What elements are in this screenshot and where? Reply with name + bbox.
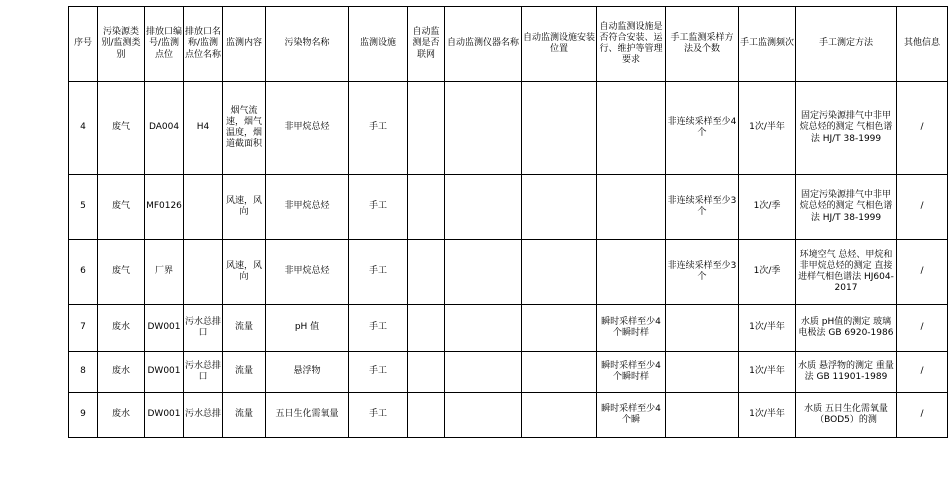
- table-body: [69, 82, 948, 438]
- cell-device: 手工: [349, 393, 408, 438]
- header-position: 自动监测设施安装位置: [522, 7, 597, 82]
- cell-pollutant: 非甲烷总烃: [266, 82, 349, 175]
- cell-content: 流量: [223, 352, 266, 393]
- cell-requirement: [597, 175, 666, 240]
- cell-sampling: [666, 305, 739, 352]
- table-row: [69, 305, 948, 352]
- cell-frequency: 1次/半年: [739, 352, 796, 393]
- cell-sampling: [666, 393, 739, 438]
- cell-network: [408, 305, 445, 352]
- cell-seq: 4: [69, 82, 98, 175]
- cell-outlet-name: 污水总排口: [184, 305, 223, 352]
- header-content: 监测内容: [223, 7, 266, 82]
- cell-measure: 水质 pH值的测定 玻璃电极法 GB 6920-1986: [796, 305, 897, 352]
- cell-pollutant: pH 值: [266, 305, 349, 352]
- cell-pollutant: 非甲烷总烃: [266, 175, 349, 240]
- cell-content: 烟气流速，烟气温度，烟道截面积: [223, 82, 266, 175]
- header-sampling: 手工监测采样方法及个数: [666, 7, 739, 82]
- cell-position: [522, 82, 597, 175]
- cell-outlet-name: H4: [184, 82, 223, 175]
- cell-instrument: [445, 393, 522, 438]
- cell-outlet-code: DW001: [145, 393, 184, 438]
- cell-instrument: [445, 352, 522, 393]
- cell-requirement: [597, 240, 666, 305]
- table-row: [69, 352, 948, 393]
- header-seq: 序号: [69, 7, 98, 82]
- cell-content: 流量: [223, 305, 266, 352]
- cell-measure: 固定污染源排气中非甲烷总烃的测定 气相色谱法 HJ/T 38-1999: [796, 175, 897, 240]
- cell-requirement: 瞬时采样至少4个瞬时样: [597, 352, 666, 393]
- cell-source-type: 废气: [98, 175, 145, 240]
- cell-device: 手工: [349, 82, 408, 175]
- header-frequency: 手工监测频次: [739, 7, 796, 82]
- cell-other: /: [897, 305, 948, 352]
- cell-frequency: 1次/季: [739, 240, 796, 305]
- table-row: [69, 393, 948, 438]
- cell-source-type: 废水: [98, 393, 145, 438]
- cell-outlet-name: [184, 175, 223, 240]
- cell-sampling: 非连续采样至少3个: [666, 240, 739, 305]
- cell-position: [522, 352, 597, 393]
- cell-measure: 水质 悬浮物的测定 重量法 GB 11901-1989: [796, 352, 897, 393]
- cell-instrument: [445, 82, 522, 175]
- header-pollutant: 污染物名称: [266, 7, 349, 82]
- cell-instrument: [445, 305, 522, 352]
- cell-position: [522, 305, 597, 352]
- table-header-row: [69, 7, 948, 82]
- table-header: [69, 7, 948, 82]
- cell-other: /: [897, 393, 948, 438]
- table-row: [69, 240, 948, 305]
- cell-measure: 水质 五日生化需氧量（BOD5）的测: [796, 393, 897, 438]
- cell-content: 风速，风向: [223, 240, 266, 305]
- cell-position: [522, 175, 597, 240]
- cell-sampling: 非连续采样至少4个: [666, 82, 739, 175]
- cell-instrument: [445, 240, 522, 305]
- cell-frequency: 1次/半年: [739, 305, 796, 352]
- header-device: 监测设施: [349, 7, 408, 82]
- cell-device: 手工: [349, 240, 408, 305]
- cell-network: [408, 82, 445, 175]
- cell-measure: 固定污染源排气中非甲烷总烃的测定 气相色谱法 HJ/T 38-1999: [796, 82, 897, 175]
- header-other: 其他信息: [897, 7, 948, 82]
- monitoring-plan-table: [68, 6, 948, 438]
- cell-instrument: [445, 175, 522, 240]
- cell-content: 流量: [223, 393, 266, 438]
- cell-pollutant: 非甲烷总烃: [266, 240, 349, 305]
- cell-seq: 8: [69, 352, 98, 393]
- cell-outlet-name: 污水总排口: [184, 352, 223, 393]
- cell-sampling: 非连续采样至少3个: [666, 175, 739, 240]
- cell-source-type: 废水: [98, 305, 145, 352]
- cell-device: 手工: [349, 175, 408, 240]
- cell-sampling: [666, 352, 739, 393]
- cell-outlet-name: [184, 240, 223, 305]
- cell-seq: 9: [69, 393, 98, 438]
- cell-seq: 6: [69, 240, 98, 305]
- cell-device: 手工: [349, 352, 408, 393]
- cell-outlet-code: DA004: [145, 82, 184, 175]
- cell-content: 风速，风向: [223, 175, 266, 240]
- cell-other: /: [897, 352, 948, 393]
- cell-frequency: 1次/半年: [739, 393, 796, 438]
- cell-network: [408, 352, 445, 393]
- cell-network: [408, 175, 445, 240]
- cell-position: [522, 240, 597, 305]
- cell-pollutant: 悬浮物: [266, 352, 349, 393]
- cell-other: /: [897, 240, 948, 305]
- cell-source-type: 废水: [98, 352, 145, 393]
- cell-measure: 环境空气 总烃、甲烷和非甲烷总烃的测定 直接进样气相色谱法 HJ604-2017: [796, 240, 897, 305]
- cell-outlet-code: DW001: [145, 352, 184, 393]
- cell-network: [408, 393, 445, 438]
- cell-outlet-code: 厂界: [145, 240, 184, 305]
- cell-source-type: 废气: [98, 240, 145, 305]
- table-row: [69, 82, 948, 175]
- cell-source-type: 废气: [98, 82, 145, 175]
- cell-device: 手工: [349, 305, 408, 352]
- cell-requirement: 瞬时采样至少4个瞬时样: [597, 305, 666, 352]
- cell-outlet-code: MF0126: [145, 175, 184, 240]
- header-measure: 手工测定方法: [796, 7, 897, 82]
- header-network: 自动监测是否联网: [408, 7, 445, 82]
- table-row: [69, 175, 948, 240]
- cell-other: /: [897, 82, 948, 175]
- header-outlet-name: 排放口名称/监测点位名称: [184, 7, 223, 82]
- header-source-type: 污染源类别/监测类别: [98, 7, 145, 82]
- cell-frequency: 1次/半年: [739, 82, 796, 175]
- cell-frequency: 1次/季: [739, 175, 796, 240]
- cell-outlet-name: 污水总排: [184, 393, 223, 438]
- header-requirement: 自动监测设施是否符合安装、运行、维护等管理要求: [597, 7, 666, 82]
- cell-requirement: 瞬时采样至少4个瞬: [597, 393, 666, 438]
- document-page: [0, 6, 940, 486]
- cell-requirement: [597, 82, 666, 175]
- cell-seq: 5: [69, 175, 98, 240]
- cell-other: /: [897, 175, 948, 240]
- cell-outlet-code: DW001: [145, 305, 184, 352]
- cell-network: [408, 240, 445, 305]
- cell-seq: 7: [69, 305, 98, 352]
- header-instrument: 自动监测仪器名称: [445, 7, 522, 82]
- cell-pollutant: 五日生化需氧量: [266, 393, 349, 438]
- header-outlet-code: 排放口编号/监测点位: [145, 7, 184, 82]
- cell-position: [522, 393, 597, 438]
